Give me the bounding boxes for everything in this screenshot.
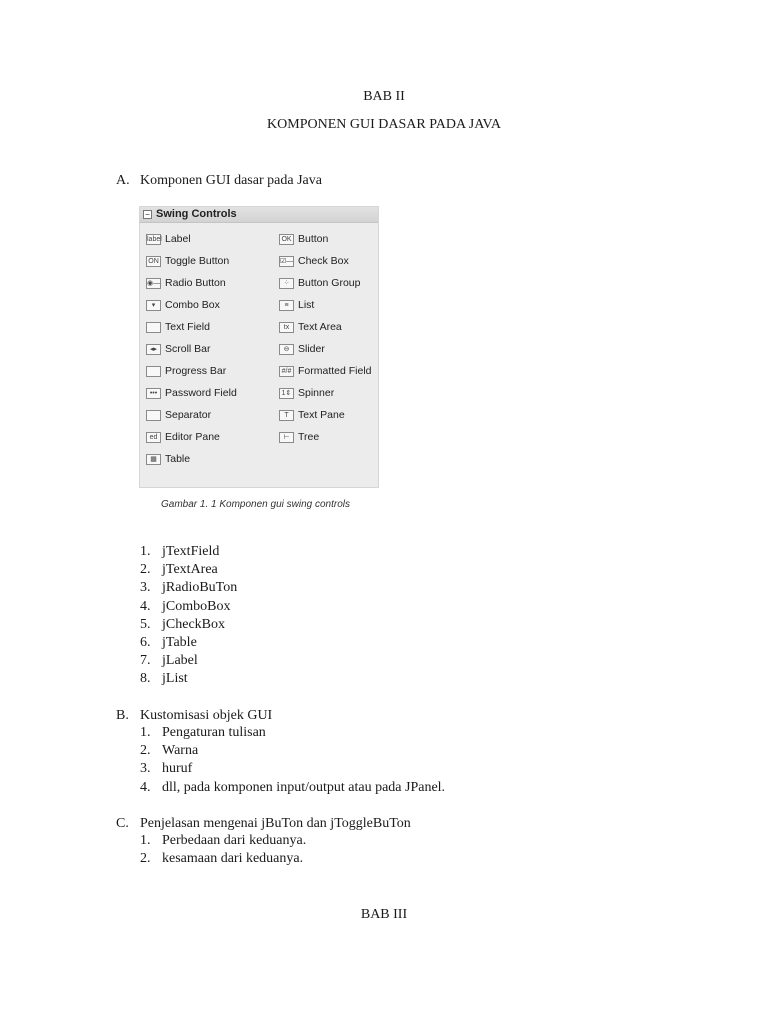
section-b-marker: B. — [116, 708, 129, 723]
palette-item-label: Password Field — [165, 387, 237, 399]
list-text: jList — [162, 671, 188, 687]
list-text: Perbedaan dari keduanya. — [162, 833, 307, 848]
figure-caption: Gambar 1. 1 Komponen gui swing controls — [161, 499, 350, 510]
list-item — [0, 634, 768, 652]
list-number: 6. — [140, 635, 151, 650]
list-text: Warna — [162, 743, 199, 759]
list-item — [0, 561, 768, 579]
palette-item-check-box[interactable] — [279, 253, 349, 269]
palette-item-progress-bar[interactable] — [146, 363, 226, 379]
section-b-title: Kustomisasi objek GUI — [140, 708, 273, 723]
palette-item-scroll-bar[interactable] — [146, 341, 211, 357]
palette-item-editor-pane[interactable] — [146, 429, 220, 445]
separator-icon — [146, 410, 161, 421]
list-text: jLabel — [162, 653, 198, 669]
list-icon: ≡ — [279, 300, 294, 311]
palette-item-label: Button Group — [298, 277, 361, 289]
palette-item-radio-button[interactable] — [146, 275, 226, 291]
palette-item-label: Text Field — [165, 321, 210, 333]
list-number: 3. — [140, 761, 151, 777]
palette-item-toggle-button[interactable] — [146, 253, 229, 269]
collapse-icon: − — [143, 210, 152, 219]
list-number: 5. — [140, 616, 151, 632]
palette-item-label: Progress Bar — [165, 365, 227, 377]
list-text: jCheckBox — [162, 616, 225, 632]
list-number: 4. — [140, 598, 151, 614]
list-number: 7. — [140, 653, 151, 669]
text-field-icon — [146, 322, 161, 333]
editor-pane-icon: ed — [146, 432, 161, 443]
palette-item-label: Button — [298, 233, 329, 245]
list-number: 3. — [140, 580, 151, 596]
palette-item-label: Radio Button — [165, 277, 226, 289]
list-number: 2. — [140, 562, 151, 578]
swing-controls-palette — [139, 206, 379, 488]
palette-item-label: Tree — [298, 431, 320, 443]
list-item — [0, 850, 768, 868]
next-bab-title: BAB III — [360, 907, 408, 922]
section-c-heading — [0, 815, 768, 833]
tree-icon: ⊢ — [279, 432, 294, 443]
palette-item-button-group[interactable] — [279, 275, 360, 291]
table-icon: ▦ — [146, 454, 161, 465]
bab-title: BAB II — [363, 89, 405, 104]
palette-item-label: List — [298, 299, 315, 311]
palette-item-label: Slider — [298, 343, 325, 355]
text-pane-icon: T — [279, 410, 294, 421]
palette-item-separator[interactable] — [146, 407, 211, 423]
list-text: huruf — [162, 761, 193, 777]
list-item — [0, 742, 768, 760]
spinner-icon: 1⇕ — [279, 388, 294, 399]
list-number: 2. — [140, 851, 151, 867]
progress-bar-icon — [146, 366, 161, 377]
label-icon: label — [147, 235, 162, 243]
section-c-title: Penjelasan mengenai jBuTon dan jToggleBuTon — [140, 816, 411, 831]
palette-item-combo-box[interactable] — [146, 297, 220, 313]
list-text: jTable — [162, 635, 197, 650]
palette-item-slider[interactable] — [279, 341, 325, 357]
palette-item-list[interactable] — [279, 297, 314, 313]
list-text: kesamaan dari keduanya. — [162, 851, 304, 867]
palette-item-label: Text Area — [298, 321, 342, 333]
list-text: jRadioBuTon — [162, 580, 238, 596]
palette-item-label[interactable] — [146, 231, 191, 247]
combo-box-icon: ▾ — [146, 300, 161, 311]
list-item — [0, 779, 768, 797]
list-number: 4. — [140, 779, 151, 795]
palette-item-tree[interactable] — [279, 429, 319, 445]
palette-item-button[interactable] — [279, 231, 328, 247]
palette-item-password-field[interactable] — [146, 385, 237, 401]
palette-item-label: Scroll Bar — [165, 343, 211, 355]
palette-item-label: Combo Box — [165, 299, 220, 311]
list-item — [0, 760, 768, 778]
button-group-icon: ⁘ — [279, 278, 294, 289]
palette-item-table[interactable] — [146, 451, 190, 467]
list-item — [0, 579, 768, 597]
list-text: jComboBox — [162, 598, 231, 614]
palette-item-label: Toggle Button — [165, 255, 230, 267]
section-a-title: Komponen GUI dasar pada Java — [140, 173, 322, 188]
scroll-bar-icon: ◂▸ — [146, 344, 161, 355]
list-item — [0, 670, 768, 688]
list-number: 1. — [140, 544, 151, 559]
palette-item-label: Separator — [165, 409, 212, 421]
check-box-icon: ☑— — [280, 257, 294, 265]
palette-item-label: Spinner — [298, 387, 335, 399]
palette-item-text-area[interactable] — [279, 319, 342, 335]
list-text: Pengaturan tulisan — [162, 725, 266, 740]
section-a-heading — [0, 172, 768, 190]
palette-item-text-field[interactable] — [146, 319, 210, 335]
palette-item-spinner[interactable] — [279, 385, 334, 401]
list-item — [0, 652, 768, 670]
palette-item-text-pane[interactable] — [279, 407, 345, 423]
slider-icon: ⊖ — [279, 344, 294, 355]
section-a-marker: A. — [116, 173, 130, 188]
text-area-icon: tx — [279, 322, 294, 333]
chapter-title: KOMPONEN GUI DASAR PADA JAVA — [267, 117, 501, 132]
list-item — [0, 724, 768, 742]
list-item — [0, 832, 768, 850]
palette-item-label: Check Box — [298, 255, 349, 267]
list-text: jTextArea — [162, 562, 218, 578]
radio-button-icon: ◉— — [147, 279, 161, 287]
list-item — [0, 598, 768, 616]
formatted-field-icon: #/# — [279, 366, 294, 377]
palette-item-label: Text Pane — [298, 409, 345, 421]
palette-item-label: Label — [165, 233, 191, 245]
list-item — [0, 616, 768, 634]
section-b-heading — [0, 707, 768, 725]
list-number: 1. — [140, 833, 151, 848]
list-text: jTextField — [162, 544, 220, 559]
palette-item-label: Formatted Field — [298, 365, 372, 377]
list-number: 8. — [140, 671, 151, 687]
palette-item-label: Editor Pane — [165, 431, 220, 443]
palette-item-formatted-field[interactable] — [279, 363, 372, 379]
palette-header-label: Swing Controls — [156, 208, 237, 220]
list-number: 1. — [140, 725, 151, 740]
list-item — [0, 543, 768, 561]
button-icon: OK — [279, 234, 294, 245]
toggle-button-icon: ON — [146, 256, 161, 267]
palette-item-label: Table — [165, 453, 191, 465]
palette-header — [140, 207, 378, 223]
list-text: dll, pada komponen input/output atau pada JPanel. — [162, 779, 446, 795]
list-number: 2. — [140, 743, 151, 759]
password-field-icon: ••• — [146, 388, 161, 399]
section-c-marker: C. — [116, 816, 129, 831]
